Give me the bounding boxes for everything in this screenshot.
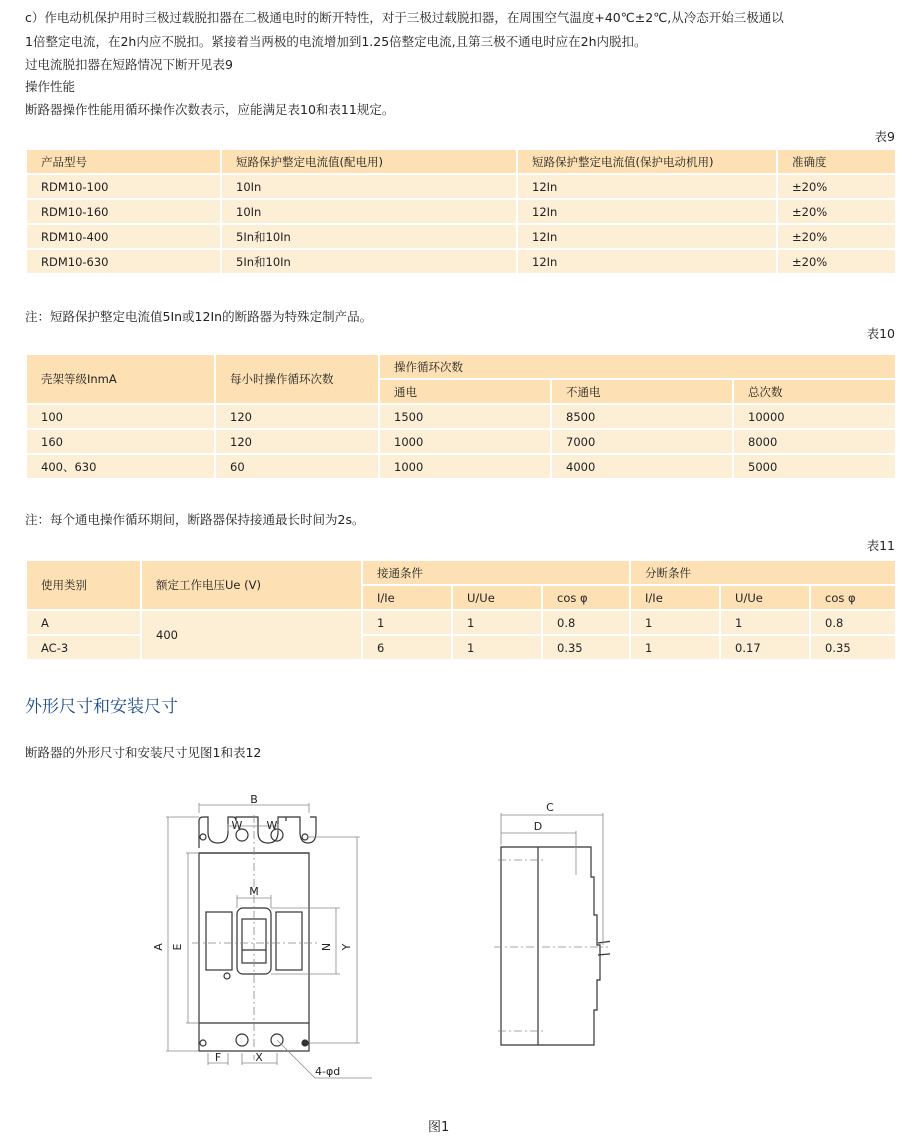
table-cell: ±20% [777, 174, 896, 199]
table-cell: ±20% [777, 224, 896, 249]
table-row [26, 454, 896, 479]
table10-header-per-hour: 每小时操作循环次数 [215, 354, 379, 404]
table-cell: 12In [517, 249, 777, 274]
table-cell: 1 [630, 610, 720, 635]
table-cell: RDM10-400 [26, 224, 221, 249]
table10-subheader: 不通电 [551, 379, 733, 404]
table11-header-category: 使用类别 [26, 560, 141, 610]
table10-subheader: 总次数 [733, 379, 896, 404]
section-text: 断路器的外形尺寸和安装尺寸见图1和表12 [25, 745, 262, 760]
table-cell: 120 [215, 404, 379, 429]
paragraph-1: c）作电动机保护用时三极过载脱扣器在二极通电时的断开特性，对于三极过载脱扣器，在周围空气温度+40℃±2℃,从冷态开始三极通以 [25, 10, 784, 25]
table-cell: 0.35 [542, 635, 630, 660]
table9-header: 短路保护整定电流值(保护电动机用) [517, 149, 777, 174]
figure-caption: 图1 [428, 1120, 450, 1135]
table-cell: 8500 [551, 404, 733, 429]
table-cell: 1 [362, 610, 452, 635]
table10-header-frame: 壳架等级InmA [26, 354, 215, 404]
table10-subheader: 通电 [379, 379, 551, 404]
table-cell: 8000 [733, 429, 896, 454]
table-cell: ±20% [777, 249, 896, 274]
dim-label-E: E [171, 943, 184, 951]
table-cell: 12In [517, 174, 777, 199]
table11-header-row [26, 560, 896, 585]
table-row [26, 174, 896, 199]
table-cell: RDM10-160 [26, 199, 221, 224]
table-cell: 10In [221, 199, 517, 224]
dim-label-B: B [250, 795, 258, 806]
table11-label: 表11 [866, 538, 895, 553]
table-row [26, 429, 896, 454]
table10-label: 表10 [866, 326, 895, 341]
table-cell: 5In和10In [221, 224, 517, 249]
paragraph-2: 1倍整定电流，在2h内应不脱扣。紧接着当两极的电流增加到1.25倍整定电流,且第三极不通电时应在2h内脱扣。 [25, 34, 647, 49]
dim-label-A: A [152, 943, 165, 951]
table-cell: AC-3 [26, 635, 141, 660]
breaker-front-view-drawing [150, 795, 380, 1085]
table10-header-group: 操作循环次数 [379, 354, 896, 379]
table-cell: 400、630 [26, 454, 215, 479]
table11-subheader: I/Ie [630, 585, 720, 610]
table-cell: 1000 [379, 454, 551, 479]
dim-label-Y: Y [340, 943, 353, 951]
table-cell: 100 [26, 404, 215, 429]
dim-label-hole: 4-φd [315, 1065, 341, 1078]
table-cell: RDM10-630 [26, 249, 221, 274]
dim-label-X: X [255, 1051, 263, 1064]
section-heading: 外形尺寸和安装尺寸 [25, 697, 178, 717]
table11 [25, 559, 897, 661]
dim-label-N: N [320, 942, 333, 952]
table-row [26, 224, 896, 249]
paragraph-4: 操作性能 [25, 79, 76, 94]
table11-subheader: cos φ [810, 585, 896, 610]
table-cell: A [26, 610, 141, 635]
table-cell-voltage: 400 [141, 610, 362, 660]
table9-label: 表9 [874, 129, 895, 144]
table-cell: 10In [221, 174, 517, 199]
dim-label-M: M [249, 885, 259, 898]
table-cell: ±20% [777, 199, 896, 224]
paragraph-3: 过电流脱扣器在短路情况下断开见表9 [25, 57, 233, 72]
table9-note: 注：短路保护整定电流值5In或12In的断路器为特殊定制产品。 [25, 309, 373, 324]
table-cell: 1 [452, 635, 542, 660]
table-cell: 6 [362, 635, 452, 660]
table10-header-row [26, 354, 896, 379]
table-cell: 5In和10In [221, 249, 517, 274]
table11-header-break: 分断条件 [630, 560, 896, 585]
table-row [26, 199, 896, 224]
table-cell: 0.8 [810, 610, 896, 635]
paragraph-5: 断路器操作性能用循环操作次数表示，应能满足表10和表11规定。 [25, 102, 395, 117]
table-cell: 60 [215, 454, 379, 479]
table-cell: 12In [517, 224, 777, 249]
table-cell: 1 [452, 610, 542, 635]
dim-label-W: W [266, 819, 278, 832]
table11-subheader: cos φ [542, 585, 630, 610]
table-cell: 1 [720, 610, 810, 635]
table-row [26, 610, 896, 635]
table-cell: 7000 [551, 429, 733, 454]
table-cell: 12In [517, 199, 777, 224]
dim-label-W: W [231, 819, 243, 832]
table-cell: 0.35 [810, 635, 896, 660]
table-row [26, 404, 896, 429]
breaker-side-view-drawing [490, 795, 610, 1055]
dim-label-C: C [546, 801, 554, 814]
table9-header-row [26, 149, 896, 174]
table-cell: 120 [215, 429, 379, 454]
table10 [25, 353, 897, 480]
table-cell: 10000 [733, 404, 896, 429]
table-cell: 1500 [379, 404, 551, 429]
table-cell: 5000 [733, 454, 896, 479]
table9-header: 短路保护整定电流值(配电用) [221, 149, 517, 174]
table-cell: 0.8 [542, 610, 630, 635]
table-cell: 1 [630, 635, 720, 660]
table-row [26, 249, 896, 274]
table11-subheader: U/Ue [452, 585, 542, 610]
table11-subheader: I/Ie [362, 585, 452, 610]
table11-header-voltage: 额定工作电压Ue (V) [141, 560, 362, 610]
table11-header-make: 接通条件 [362, 560, 630, 585]
table9-header: 准确度 [777, 149, 896, 174]
table-cell: 160 [26, 429, 215, 454]
dim-label-F: F [214, 1051, 222, 1064]
table10-note: 注：每个通电操作循环期间，断路器保持接通最长时间为2s。 [25, 512, 365, 527]
dim-label-D: D [533, 820, 543, 833]
table9 [25, 148, 897, 275]
table-cell: 1000 [379, 429, 551, 454]
table9-header: 产品型号 [26, 149, 221, 174]
table-cell: 0.17 [720, 635, 810, 660]
table-cell: 4000 [551, 454, 733, 479]
table11-subheader: U/Ue [720, 585, 810, 610]
table-cell: RDM10-100 [26, 174, 221, 199]
